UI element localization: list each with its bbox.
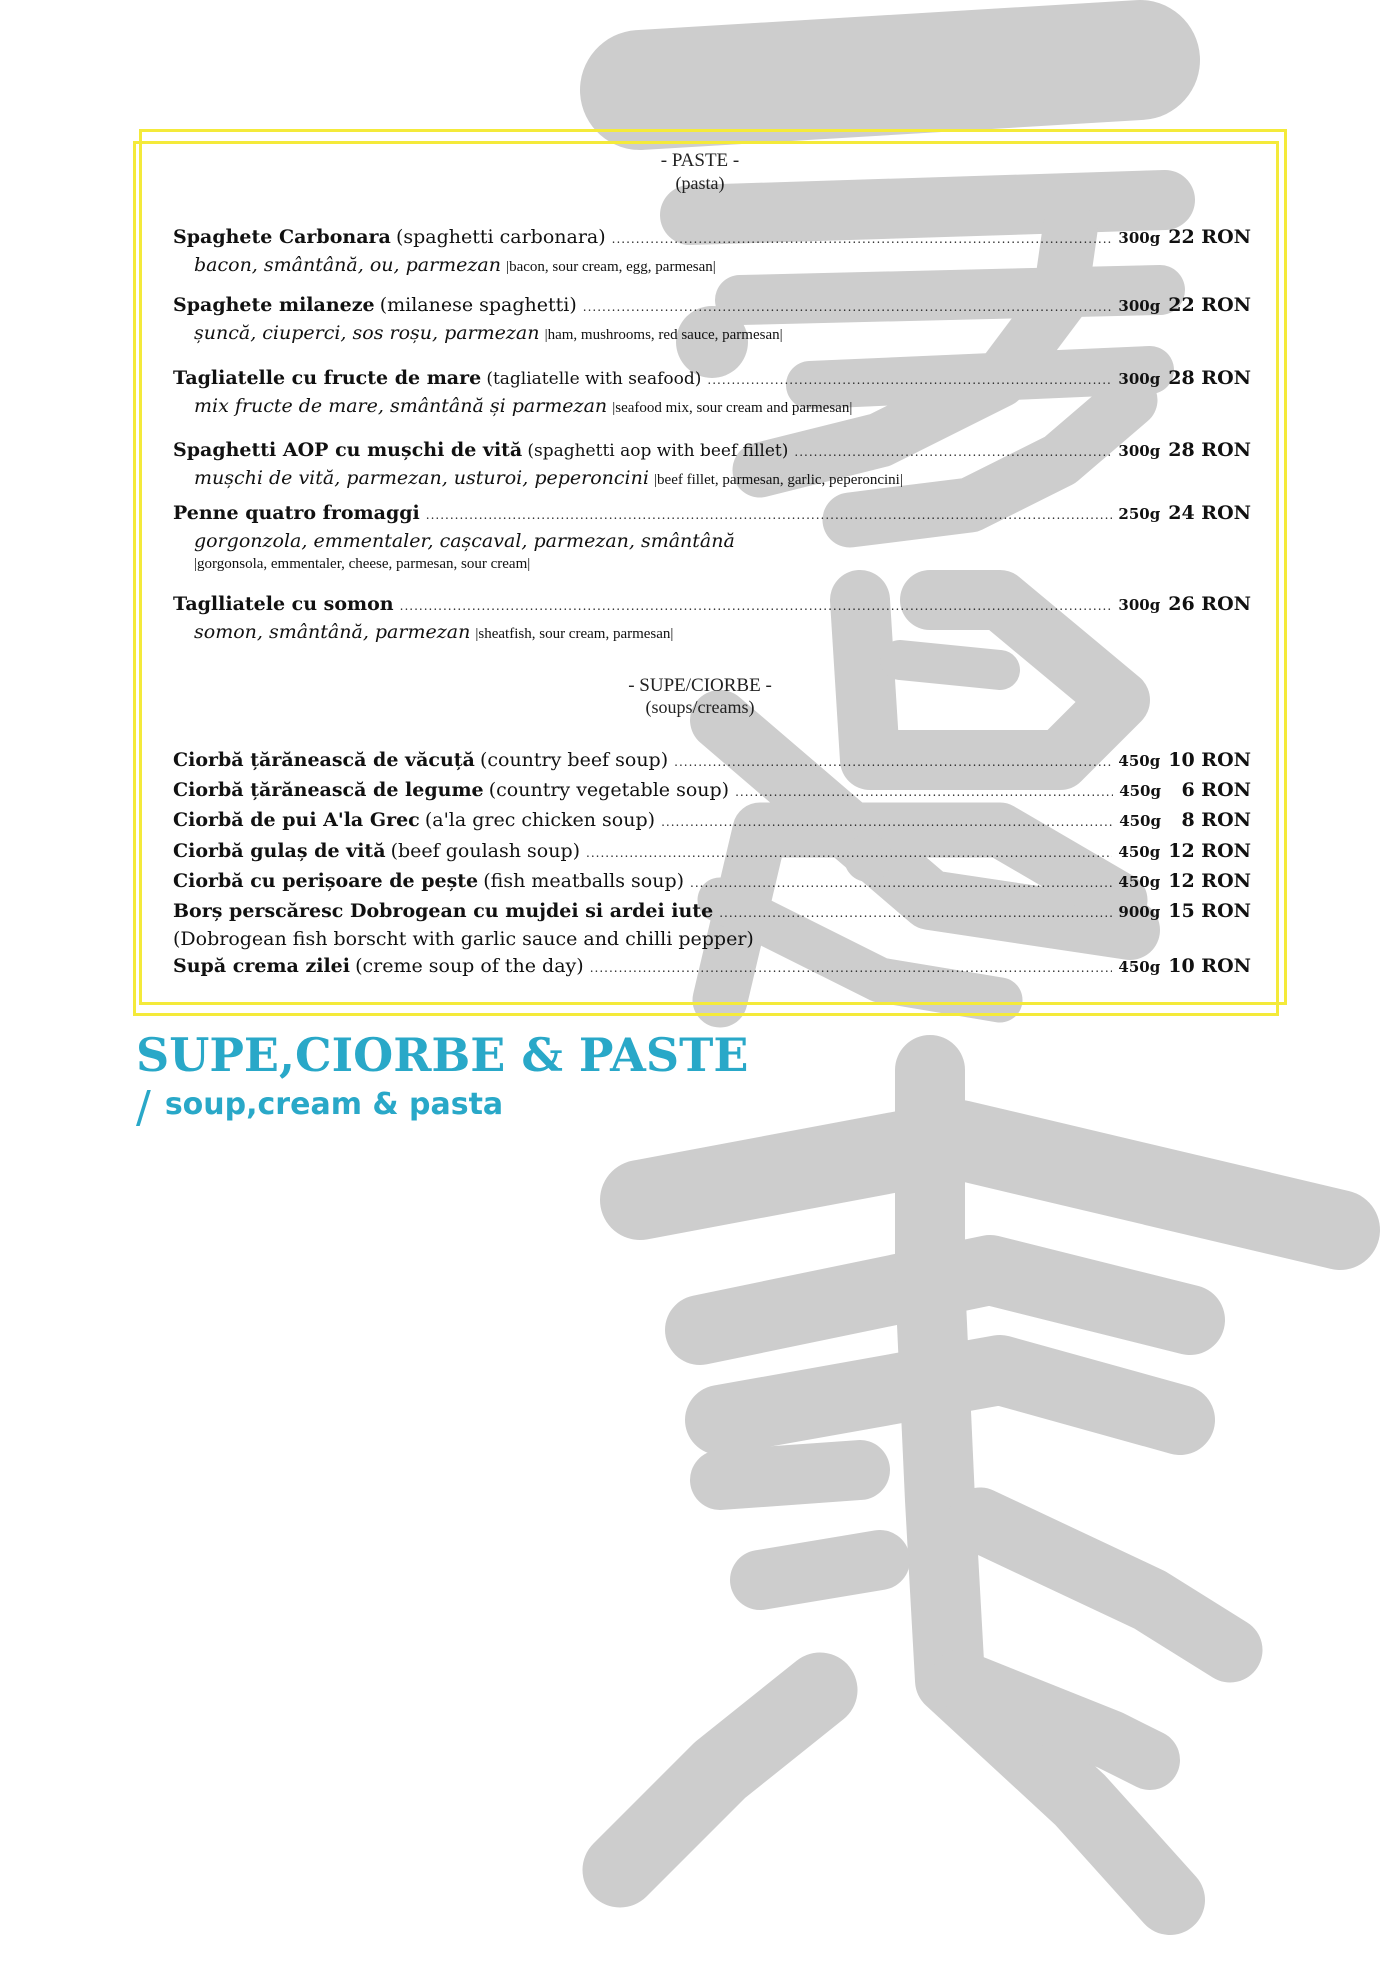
- item-name: Taglliatele cu somon: [173, 593, 394, 615]
- menu-item: [173, 900, 1251, 952]
- item-translation: (milanese spaghetti): [379, 294, 577, 316]
- item-weight: 300g: [1118, 596, 1161, 614]
- item-weight: 300g: [1118, 297, 1161, 315]
- menu-item: [173, 779, 1251, 807]
- item-weight: 450g: [1119, 812, 1161, 830]
- item-price: 12 RON: [1168, 840, 1251, 862]
- leader-dots: [612, 232, 1113, 246]
- item-ingredients-en: |beef fillet, parmesan, garlic, peperoncini|: [654, 472, 903, 488]
- leader-dots: [583, 300, 1113, 314]
- section-title-paste: - PASTE -: [660, 150, 740, 171]
- item-name: Ciorbă gulaș de vită: [173, 840, 386, 862]
- item-ingredients-en: |bacon, sour cream, egg, parmesan|: [506, 259, 716, 275]
- menu-item: [173, 439, 1251, 493]
- item-translation: (a'la grec chicken soup): [424, 809, 656, 831]
- item-name: Supă crema zilei: [173, 955, 350, 977]
- item-translation: (spaghetti carbonara): [395, 226, 606, 248]
- item-translation: (country vegetable soup): [488, 779, 730, 801]
- item-ingredients: șuncă, ciuperci, sos roșu, parmezan: [194, 322, 540, 344]
- section-title-soups: - SUPE/CIORBE -: [628, 675, 772, 696]
- item-name: Borș perscăresc Dobrogean cu mujdei si ardei iute: [173, 900, 714, 922]
- menu-item: [173, 226, 1251, 280]
- item-ingredients-en: |seafood mix, sour cream and parmesan|: [612, 400, 853, 416]
- item-weight: 450g: [1119, 782, 1161, 800]
- item-translation: (fish meatballs soup): [483, 870, 685, 892]
- item-weight: 250g: [1118, 505, 1161, 523]
- item-translation: (Dobrogean fish borscht with garlic sauce and chilli pepper): [173, 928, 754, 950]
- item-ingredients-en: |sheatfish, sour cream, parmesan|: [475, 626, 674, 642]
- item-translation: (country beef soup): [479, 749, 669, 771]
- menu-item: [173, 294, 1251, 348]
- leader-dots: [590, 961, 1113, 975]
- item-price: 10 RON: [1168, 749, 1251, 771]
- item-name: Spaghete Carbonara: [173, 226, 391, 248]
- item-name: Ciorbă țărănească de legume: [173, 779, 484, 801]
- menu-item: [173, 840, 1251, 868]
- menu-item: [173, 502, 1251, 580]
- item-ingredients: somon, smântână, parmezan: [194, 621, 471, 643]
- item-weight: 450g: [1118, 752, 1161, 770]
- item-ingredients: mușchi de vită, parmezan, usturoi, peperoncini: [194, 467, 649, 489]
- item-weight: 450g: [1118, 843, 1161, 861]
- item-price: 28 RON: [1168, 367, 1251, 389]
- section-subtitle-paste: (pasta): [675, 173, 725, 193]
- item-name: Ciorbă de pui A'la Grec: [173, 809, 420, 831]
- item-weight: 450g: [1118, 958, 1161, 976]
- item-weight: 450g: [1118, 873, 1161, 891]
- item-price: 22 RON: [1168, 294, 1251, 316]
- leader-dots: [400, 599, 1113, 613]
- menu-item: [173, 809, 1251, 837]
- item-name: Ciorbă țărănească de văcuță: [173, 749, 475, 771]
- item-price: 22 RON: [1168, 226, 1251, 248]
- item-ingredients: bacon, smântână, ou, parmezan: [194, 254, 501, 276]
- leader-dots: [690, 876, 1112, 890]
- leader-dots: [674, 755, 1112, 769]
- menu-item: [173, 593, 1251, 647]
- menu-item: [173, 955, 1251, 983]
- item-name: Penne quatro fromaggi: [173, 502, 420, 524]
- item-ingredients-en: |gorgonsola, emmentaler, cheese, parmesan, sour cream|: [194, 556, 531, 572]
- item-weight: 300g: [1118, 442, 1161, 460]
- menu-item: [173, 749, 1251, 777]
- item-weight: 300g: [1118, 229, 1161, 247]
- item-price: 6 RON: [1181, 779, 1251, 801]
- item-name: Tagliatelle cu fructe de mare: [173, 367, 482, 389]
- item-ingredients: mix fructe de mare, smântână și parmezan: [194, 395, 608, 417]
- menu-item: [173, 870, 1251, 898]
- leader-dots: [661, 815, 1113, 829]
- item-price: 8 RON: [1181, 809, 1251, 831]
- item-weight: 300g: [1118, 370, 1161, 388]
- category-title: SUPE,CIORBE & PASTE: [136, 1028, 749, 1082]
- item-price: 10 RON: [1168, 955, 1251, 977]
- category-subtitle-text: soup,cream & pasta: [164, 1087, 504, 1122]
- leader-dots: [735, 785, 1113, 799]
- item-price: 28 RON: [1168, 439, 1251, 461]
- item-translation: (spaghetti aop with beef fillet): [527, 441, 789, 461]
- item-name: Spaghete milaneze: [173, 294, 375, 316]
- leader-dots: [719, 906, 1112, 920]
- item-translation: (creme soup of the day): [355, 955, 584, 977]
- item-translation: (tagliatelle with seafood): [486, 369, 702, 389]
- item-translation: (beef goulash soup): [390, 840, 581, 862]
- leader-dots: [794, 445, 1112, 459]
- item-price: 12 RON: [1168, 870, 1251, 892]
- leader-dots: [426, 508, 1113, 522]
- item-price: 26 RON: [1168, 593, 1251, 615]
- item-price: 24 RON: [1168, 502, 1251, 524]
- item-ingredients-en: |ham, mushrooms, red sauce, parmesan|: [544, 327, 783, 343]
- menu-item: [173, 367, 1251, 421]
- item-weight: 900g: [1118, 903, 1161, 921]
- item-name: Ciorbă cu perișoare de pește: [173, 870, 479, 892]
- item-ingredients: gorgonzola, emmentaler, cașcaval, parmezan, smântână: [194, 530, 735, 552]
- section-subtitle-soups: (soups/creams): [645, 697, 755, 717]
- category-slash: /: [136, 1082, 151, 1133]
- category-subtitle: [136, 1082, 503, 1133]
- leader-dots: [586, 846, 1112, 860]
- leader-dots: [707, 373, 1112, 387]
- item-name: Spaghetti AOP cu mușchi de vită: [173, 439, 523, 461]
- item-price: 15 RON: [1168, 900, 1251, 922]
